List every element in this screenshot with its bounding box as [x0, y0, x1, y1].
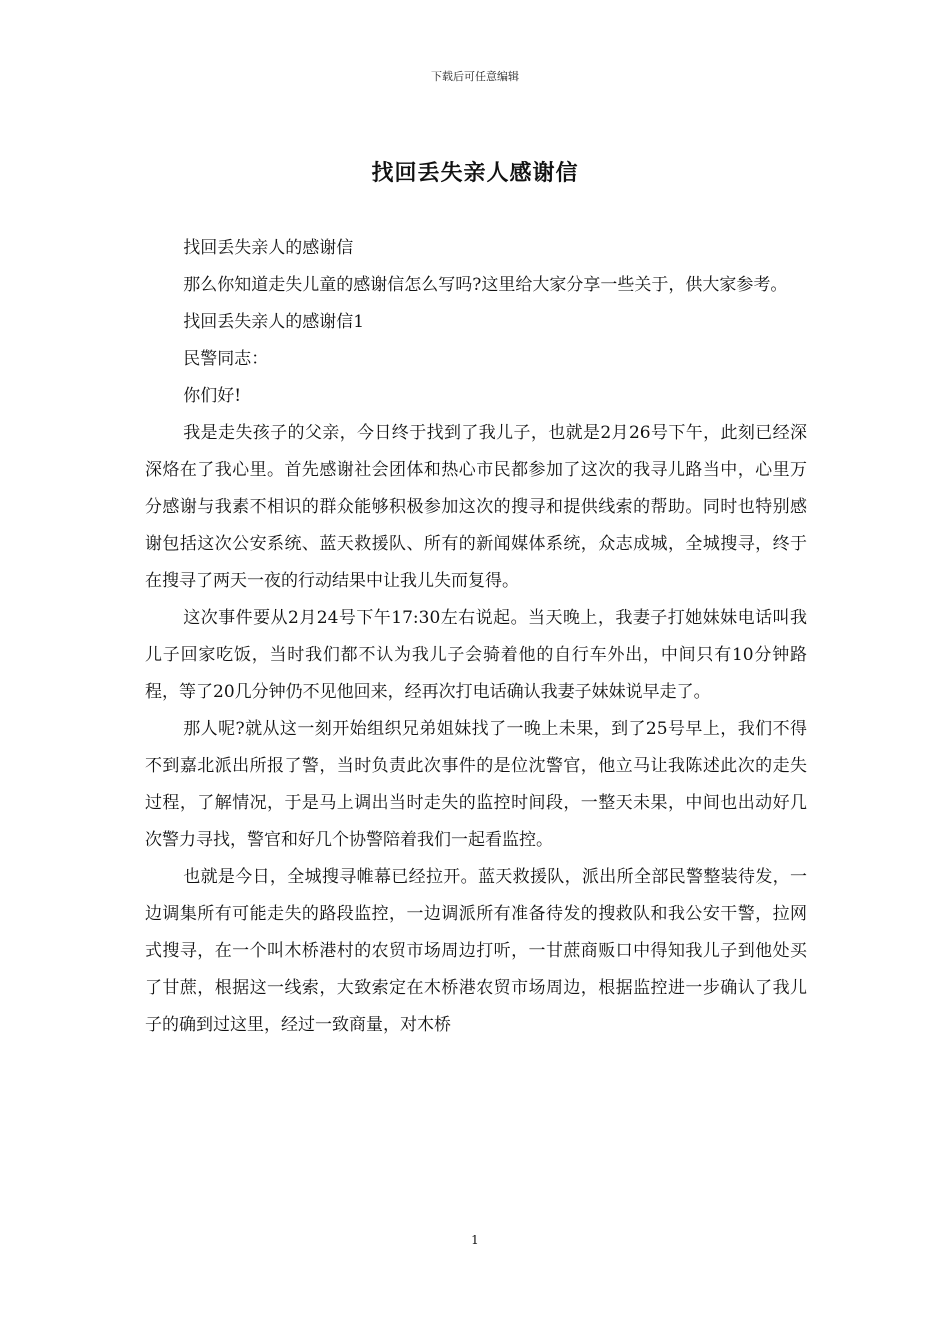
- paragraph: 你们好!: [183, 386, 242, 406]
- document-title: 找回丢失亲人感谢信: [371, 161, 579, 186]
- page-number: 1: [471, 1233, 479, 1247]
- paragraph: 那人呢?就从这一刻开始组织兄弟姐妹找了一晚上未果，到了25号早上，我们不得不到嘉北派出所报了警，当时负责此次事件的是位沈警官，他立马让我陈述此次的走失过程，了解情况，于是马上调出当时走失的监控时间段，一整天未果，中间也出动好几次警力寻找，警官和好几个协警陪着我们一起看监控。: [145, 719, 807, 850]
- paragraph: 也就是今日，全城搜寻帷幕已经拉开。蓝天救援队，派出所全部民警整装待发，一边调集所有可能走失的路段监控，一边调派所有准备待发的搜救队和我公安干警，拉网式搜寻，在一个叫木桥港村的农贸市场周边打听，一甘蔗商贩口中得知我儿子到他处买了甘蔗，根据这一线索，大致索定在木桥港农贸市场周边，根据监控进一步确认了我儿子的确到过这里，经过一致商量，对木桥: [145, 867, 807, 1035]
- paragraph: 这次事件要从2月24号下午17:30左右说起。当天晚上，我妻子打她妹妹电话叫我儿子回家吃饭，当时我们都不认为我儿子会骑着他的自行车外出，中间只有10分钟路程，等了20几分钟仍不见他回来，经再次打电话确认我妻子妹妹说早走了。: [145, 608, 807, 702]
- paragraph: 那么你知道走失儿童的感谢信怎么写吗?这里给大家分享一些关于，供大家参考。: [183, 275, 788, 295]
- paragraph: 找回丢失亲人的感谢信1: [183, 312, 365, 332]
- paragraph: 我是走失孩子的父亲，今日终于找到了我儿子，也就是2月26号下午，此刻已经深深烙在了我心里。首先感谢社会团体和热心市民都参加了这次的我寻儿路当中，心里万分感谢与我素不相识的群众能够积极参加这次的搜寻和提供线索的帮助。同时也特别感谢包括这次公安系统、蓝天救援队、所有的新闻媒体系统，众志成城，全城搜寻，终于在搜寻了两天一夜的行动结果中让我儿失而复得。: [145, 423, 807, 591]
- document-body: [145, 230, 807, 1044]
- paragraph: 找回丢失亲人的感谢信: [183, 238, 354, 258]
- header-note: 下载后可任意编辑: [431, 70, 519, 83]
- paragraph: 民警同志：: [183, 349, 269, 369]
